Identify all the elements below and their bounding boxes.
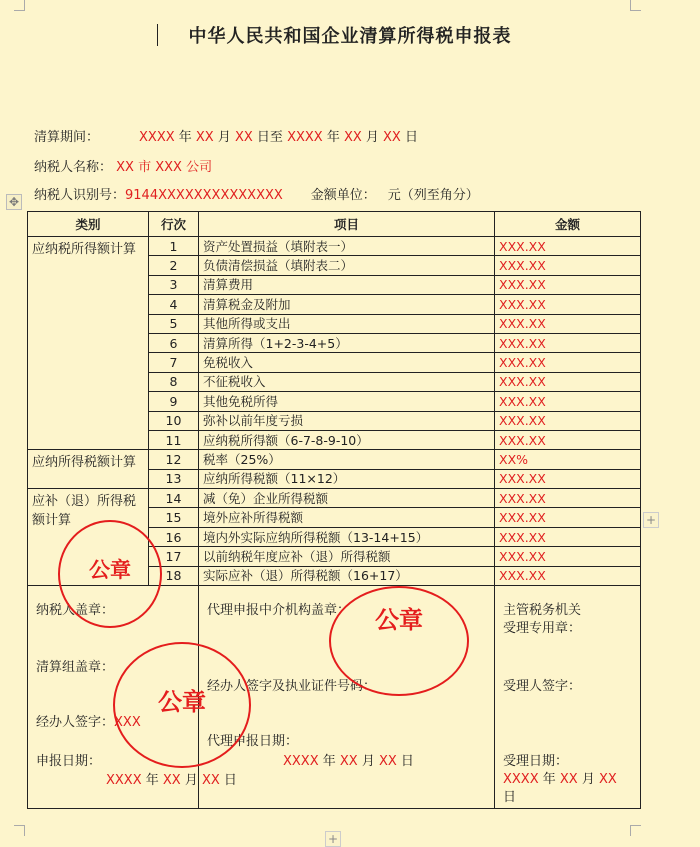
receiver-sign-label: 受理人签字： [503,679,582,695]
amount-cell: XXX.XX [495,469,641,488]
authority-line2: 受理专用章： [503,621,582,637]
id-value: 9144XXXXXXXXXXXXXX [125,188,283,203]
line-no-cell: 18 [149,566,199,585]
table-row [28,489,641,508]
handler-value: XXX [114,715,141,731]
amount-cell: XXX.XX [495,333,641,352]
authority-line1: 主管税务机关 [503,603,582,619]
category-cell: 应补（退）所得税额计算 [28,489,149,586]
tax-return-table [27,211,641,809]
line-no-cell: 5 [149,314,199,333]
item-cell: 应纳所得税额（11×12） [199,469,495,488]
amount-cell: XXX.XX [495,237,641,256]
line-no-cell: 14 [149,489,199,508]
line-no-cell: 13 [149,469,199,488]
id-label: 纳税人识别号： [34,188,126,203]
table-move-handle-icon[interactable]: ✥ [6,194,22,210]
amount-cell: XXX.XX [495,275,641,294]
page-corner-mark [14,825,25,836]
declare-date-label: 申报日期： [36,754,102,770]
line-no-cell: 11 [149,430,199,449]
item-cell: 其他免税所得 [199,392,495,411]
authority-cell [495,586,641,809]
header-line-no: 行次 [149,212,199,237]
taxpayer-seal-label: 纳税人盖章： [36,603,115,619]
item-cell: 弥补以前年度亏损 [199,411,495,430]
agent-sign-label: 经办人签字及执业证件号码： [207,679,377,695]
line-no-cell: 4 [149,295,199,314]
line-no-cell: 15 [149,508,199,527]
line-no-cell: 3 [149,275,199,294]
amount-cell: XXX.XX [495,372,641,391]
table-row [28,237,641,256]
amount-cell: XXX.XX [495,314,641,333]
item-cell: 免税收入 [199,353,495,372]
name-value: XX 市 XXX 公司 [116,160,213,175]
amount-cell: XXX.XX [495,527,641,546]
official-seal-1: 公章 [58,520,162,628]
item-cell: 清算费用 [199,275,495,294]
insert-column-plus-icon[interactable]: + [643,512,659,528]
page-title: 中华人民共和国企业清算所得税申报表 [188,26,512,47]
amount-cell: XXX.XX [495,566,641,585]
item-cell: 负债清偿损益（填附表二） [199,256,495,275]
receive-date-label: 受理日期： [503,754,569,770]
line-no-cell: 10 [149,411,199,430]
line-no-cell: 12 [149,450,199,469]
signature-row [28,586,641,809]
agency-date-value: XXXX 年 XX 月 XX 日 [283,754,414,770]
item-cell: 境内外实际应纳所得税额（13-14+15） [199,527,495,546]
category-cell: 应纳所得税额计算 [28,450,149,489]
agency-seal-label: 代理申报中介机构盖章： [207,603,351,619]
amount-cell: XXX.XX [495,353,641,372]
line-no-cell: 7 [149,353,199,372]
item-cell: 资产处置损益（填附表一） [199,237,495,256]
item-cell: 清算税金及附加 [199,295,495,314]
amount-cell: XXX.XX [495,489,641,508]
unit-value: 元（列至角分） [387,188,479,203]
declare-date-value: XXXX 年 XX 月 XX 日 [106,773,237,789]
item-cell: 以前纳税年度应补（退）所得税额 [199,547,495,566]
amount-cell: XXX.XX [495,295,641,314]
line-no-cell: 2 [149,256,199,275]
line-no-cell: 17 [149,547,199,566]
line-no-cell: 9 [149,392,199,411]
agency-date-label: 代理申报日期： [207,734,299,750]
page-corner-mark [14,0,25,11]
official-seal-3: 公章 [329,586,469,696]
amount-cell: XX% [495,450,641,469]
header-category: 类别 [28,212,149,237]
item-cell: 应纳税所得额（6-7-8-9-10） [199,430,495,449]
name-label: 纳税人名称： [34,160,113,175]
amount-cell: XXX.XX [495,411,641,430]
header-item: 项目 [199,212,495,237]
page-corner-mark [630,825,641,836]
period-label: 清算期间： [34,130,100,145]
item-cell: 减（免）企业所得税额 [199,489,495,508]
amount-cell: XXX.XX [495,392,641,411]
amount-cell: XXX.XX [495,256,641,275]
amount-cell: XXX.XX [495,508,641,527]
header-amount: 金额 [495,212,641,237]
period-value: XXXX 年 XX 月 XX 日至 XXXX 年 XX 月 XX 日 [139,130,418,145]
id-line [34,184,479,203]
period-line [34,126,418,145]
official-seal-2: 公章 [113,642,251,768]
receive-date-value: XXXX 年 XX 月 XX 日 [503,772,617,806]
header-row [28,212,641,237]
item-cell: 清算所得（1+2-3-4+5） [199,333,495,352]
item-cell: 实际应补（退）所得税额（16+17） [199,566,495,585]
item-cell: 税率（25%） [199,450,495,469]
category-cell: 应纳税所得额计算 [28,237,149,450]
table-row [28,450,641,469]
line-no-cell: 8 [149,372,199,391]
text-cursor [157,24,158,46]
handler-sign-line: 经办人签字：XXX [36,715,141,731]
item-cell: 不征税收入 [199,372,495,391]
item-cell: 境外应补所得税额 [199,508,495,527]
unit-label: 金额单位： [310,188,376,203]
liquidation-seal-label: 清算组盖章： [36,660,115,676]
agency-signature-cell [199,586,495,809]
insert-row-plus-icon[interactable]: + [325,831,341,847]
name-line [34,156,212,175]
amount-cell: XXX.XX [495,430,641,449]
amount-cell: XXX.XX [495,547,641,566]
line-no-cell: 1 [149,237,199,256]
page-corner-mark [630,0,641,11]
line-no-cell: 6 [149,333,199,352]
line-no-cell: 16 [149,527,199,546]
taxpayer-signature-cell [28,586,237,809]
item-cell: 其他所得或支出 [199,314,495,333]
